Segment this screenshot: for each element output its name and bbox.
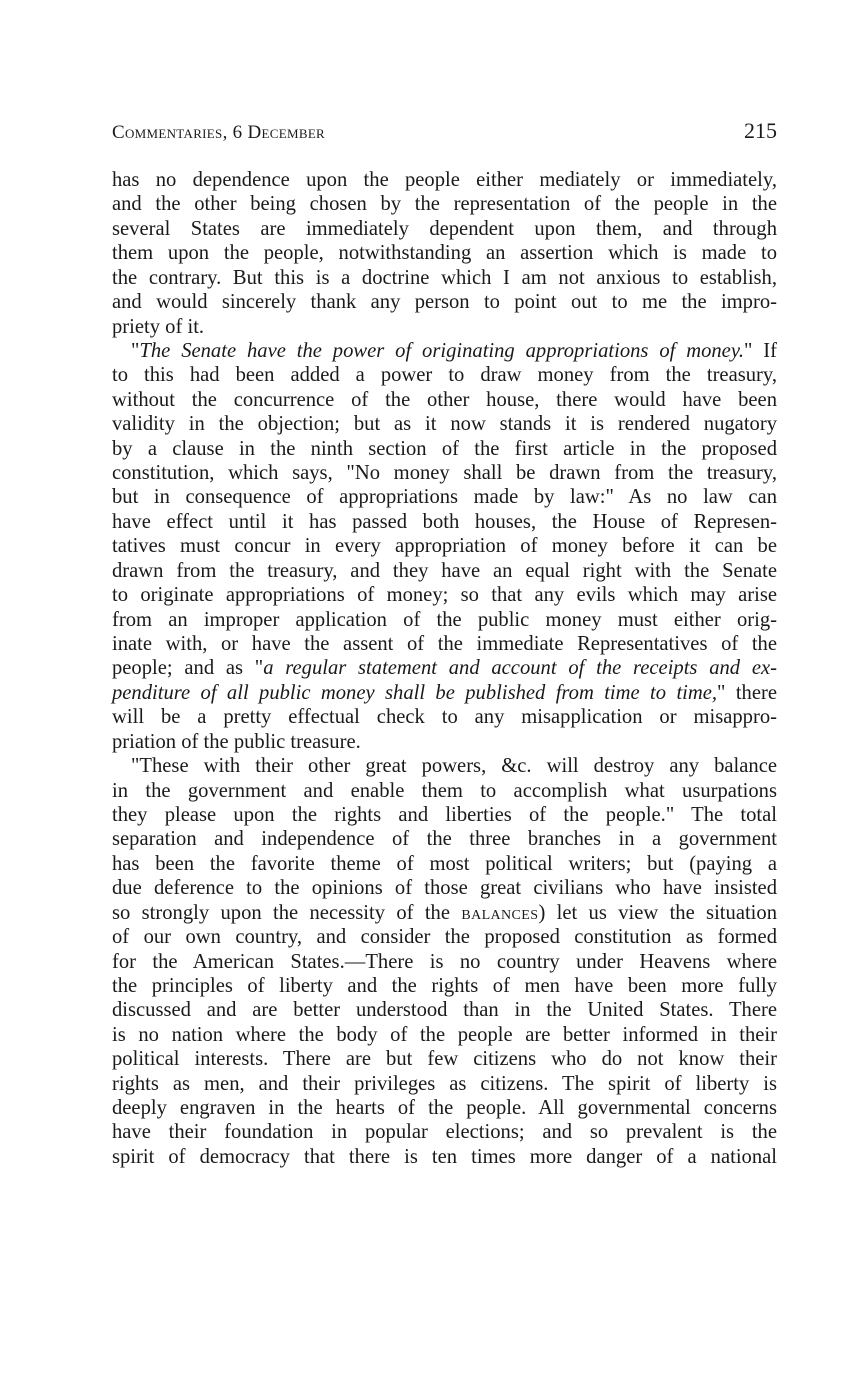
text-line bbox=[112, 852, 777, 876]
text-run: them upon the people, notwithstanding an assertion which is made to bbox=[112, 242, 777, 265]
text-run: has no dependence upon the people either mediately or immediately, bbox=[112, 169, 777, 191]
text-run: without the concurrence of the other house, there would have been bbox=[112, 388, 777, 411]
text-run: and the other being chosen by the representation of the people in the bbox=[112, 193, 777, 216]
text-line bbox=[112, 461, 777, 485]
text-line bbox=[112, 485, 777, 509]
paragraph bbox=[112, 754, 777, 1169]
text-run: separation and independence of the three branches in a government bbox=[112, 828, 777, 851]
text-line bbox=[112, 510, 777, 534]
text-run: by a clause in the ninth section of the first article in the proposed bbox=[112, 437, 777, 460]
text-run: of our own country, and consider the proposed constitution as formed bbox=[112, 926, 777, 949]
text-line bbox=[112, 974, 777, 998]
text-line bbox=[112, 437, 777, 461]
text-line bbox=[112, 1120, 777, 1144]
text-run: " there bbox=[717, 681, 777, 704]
text-run: the principles of liberty and the rights of men have been more fully bbox=[112, 974, 777, 997]
text-line bbox=[112, 1096, 777, 1120]
text-run: discussed and are better understood than in the United States. There bbox=[112, 999, 777, 1022]
body-text bbox=[112, 168, 777, 1169]
text-line bbox=[112, 1047, 777, 1071]
text-run: " bbox=[131, 339, 140, 362]
text-line bbox=[112, 705, 777, 729]
text-run: rights as men, and their privileges as citizens. The spirit of liberty is bbox=[112, 1072, 777, 1095]
paragraph bbox=[112, 339, 777, 754]
text-run: for the American States.—There is no country under Heavens where bbox=[112, 950, 777, 973]
text-line bbox=[112, 339, 777, 363]
text-line bbox=[112, 412, 777, 436]
text-line bbox=[112, 217, 777, 241]
text-line bbox=[112, 730, 777, 754]
text-run: and would sincerely thank any person to point out to me the impro- bbox=[112, 291, 777, 314]
text-line bbox=[112, 388, 777, 412]
text-line bbox=[112, 681, 777, 705]
text-line bbox=[112, 608, 777, 632]
text-line bbox=[112, 779, 777, 803]
text-line bbox=[112, 192, 777, 216]
text-line bbox=[112, 1145, 777, 1169]
italic-text: a regular statement and account of the receipts and ex- bbox=[263, 657, 777, 680]
text-line bbox=[112, 363, 777, 387]
text-run: constitution, which says, "No money shall be drawn from the treasury, bbox=[112, 462, 777, 485]
text-line bbox=[112, 168, 777, 192]
text-run: will be a pretty effectual check to any misapplication or misappro- bbox=[112, 706, 777, 729]
text-run: from an improper application of the public money must either orig- bbox=[112, 608, 777, 631]
text-line bbox=[112, 925, 777, 949]
text-run: " If bbox=[743, 339, 777, 362]
text-line bbox=[112, 583, 777, 607]
text-run: to this had been added a power to draw money from the treasury, bbox=[112, 364, 777, 387]
text-run: is no nation where the body of the people are better informed in their bbox=[112, 1023, 777, 1046]
text-line bbox=[112, 998, 777, 1022]
text-line bbox=[112, 315, 777, 339]
text-line bbox=[112, 754, 777, 778]
text-line bbox=[112, 656, 777, 680]
text-run: "These with their other great powers, &c. will destroy any balance bbox=[131, 755, 777, 778]
italic-text: The Senate have the power of originating appropriations of money. bbox=[139, 339, 744, 362]
text-run: validity in the objection; but as it now stands it is rendered nugatory bbox=[112, 413, 777, 436]
text-line bbox=[112, 1072, 777, 1096]
text-line bbox=[112, 950, 777, 974]
text-run: tatives must concur in every appropriation of money before it can be bbox=[112, 535, 777, 558]
text-run: to originate appropriations of money; so that any evils which may arise bbox=[112, 584, 777, 607]
text-run: deeply engraven in the hearts of the people. All governmental concerns bbox=[112, 1097, 777, 1120]
text-run: drawn from the treasury, and they have an equal right with the Senate bbox=[112, 559, 777, 582]
text-line bbox=[112, 876, 777, 900]
text-line bbox=[112, 803, 777, 827]
text-run: ) let us view the situation bbox=[538, 901, 777, 924]
text-line bbox=[112, 534, 777, 558]
text-run: so strongly upon the necessity of the bbox=[112, 901, 462, 924]
text-run: spirit of democracy that there is ten times more danger of a national bbox=[112, 1145, 777, 1168]
text-run: due deference to the opinions of those great civilians who have insisted bbox=[112, 877, 777, 900]
running-head bbox=[112, 118, 777, 148]
text-run: priation of the public treasure. bbox=[112, 730, 361, 753]
text-run: but in consequence of appropriations made by law:" As no law can bbox=[112, 486, 777, 509]
text-run: in the government and enable them to accomplish what usurpations bbox=[112, 779, 777, 802]
text-run: have effect until it has passed both houses, the House of Represen- bbox=[112, 510, 777, 533]
text-run: people; and as " bbox=[112, 657, 264, 680]
running-title: Commentaries, 6 December bbox=[112, 122, 326, 143]
text-run: they please upon the rights and liberties of the people." The total bbox=[112, 803, 777, 826]
small-caps-text: balances bbox=[461, 901, 539, 924]
text-run: political interests. There are but few citizens who do not know their bbox=[112, 1048, 777, 1071]
text-run: the contrary. But this is a doctrine which I am not anxious to establish, bbox=[112, 266, 777, 289]
text-run: inate with, or have the assent of the immediate Representatives of the bbox=[112, 633, 777, 656]
text-line bbox=[112, 266, 777, 290]
text-run: has been the favorite theme of most political writers; but (paying a bbox=[112, 852, 777, 875]
text-run: priety of it. bbox=[112, 315, 205, 338]
text-run: several States are immediately dependent upon them, and through bbox=[112, 217, 777, 240]
text-line bbox=[112, 1023, 777, 1047]
paragraph bbox=[112, 168, 777, 339]
text-line bbox=[112, 241, 777, 265]
text-line bbox=[112, 632, 777, 656]
text-line bbox=[112, 901, 777, 925]
text-line bbox=[112, 559, 777, 583]
text-run: have their foundation in popular elections; and so prevalent is the bbox=[112, 1121, 777, 1144]
text-line bbox=[112, 827, 777, 851]
text-line bbox=[112, 290, 777, 314]
italic-text: penditure of all public money shall be published from time to time, bbox=[112, 681, 718, 704]
page-number: 215 bbox=[744, 118, 777, 143]
